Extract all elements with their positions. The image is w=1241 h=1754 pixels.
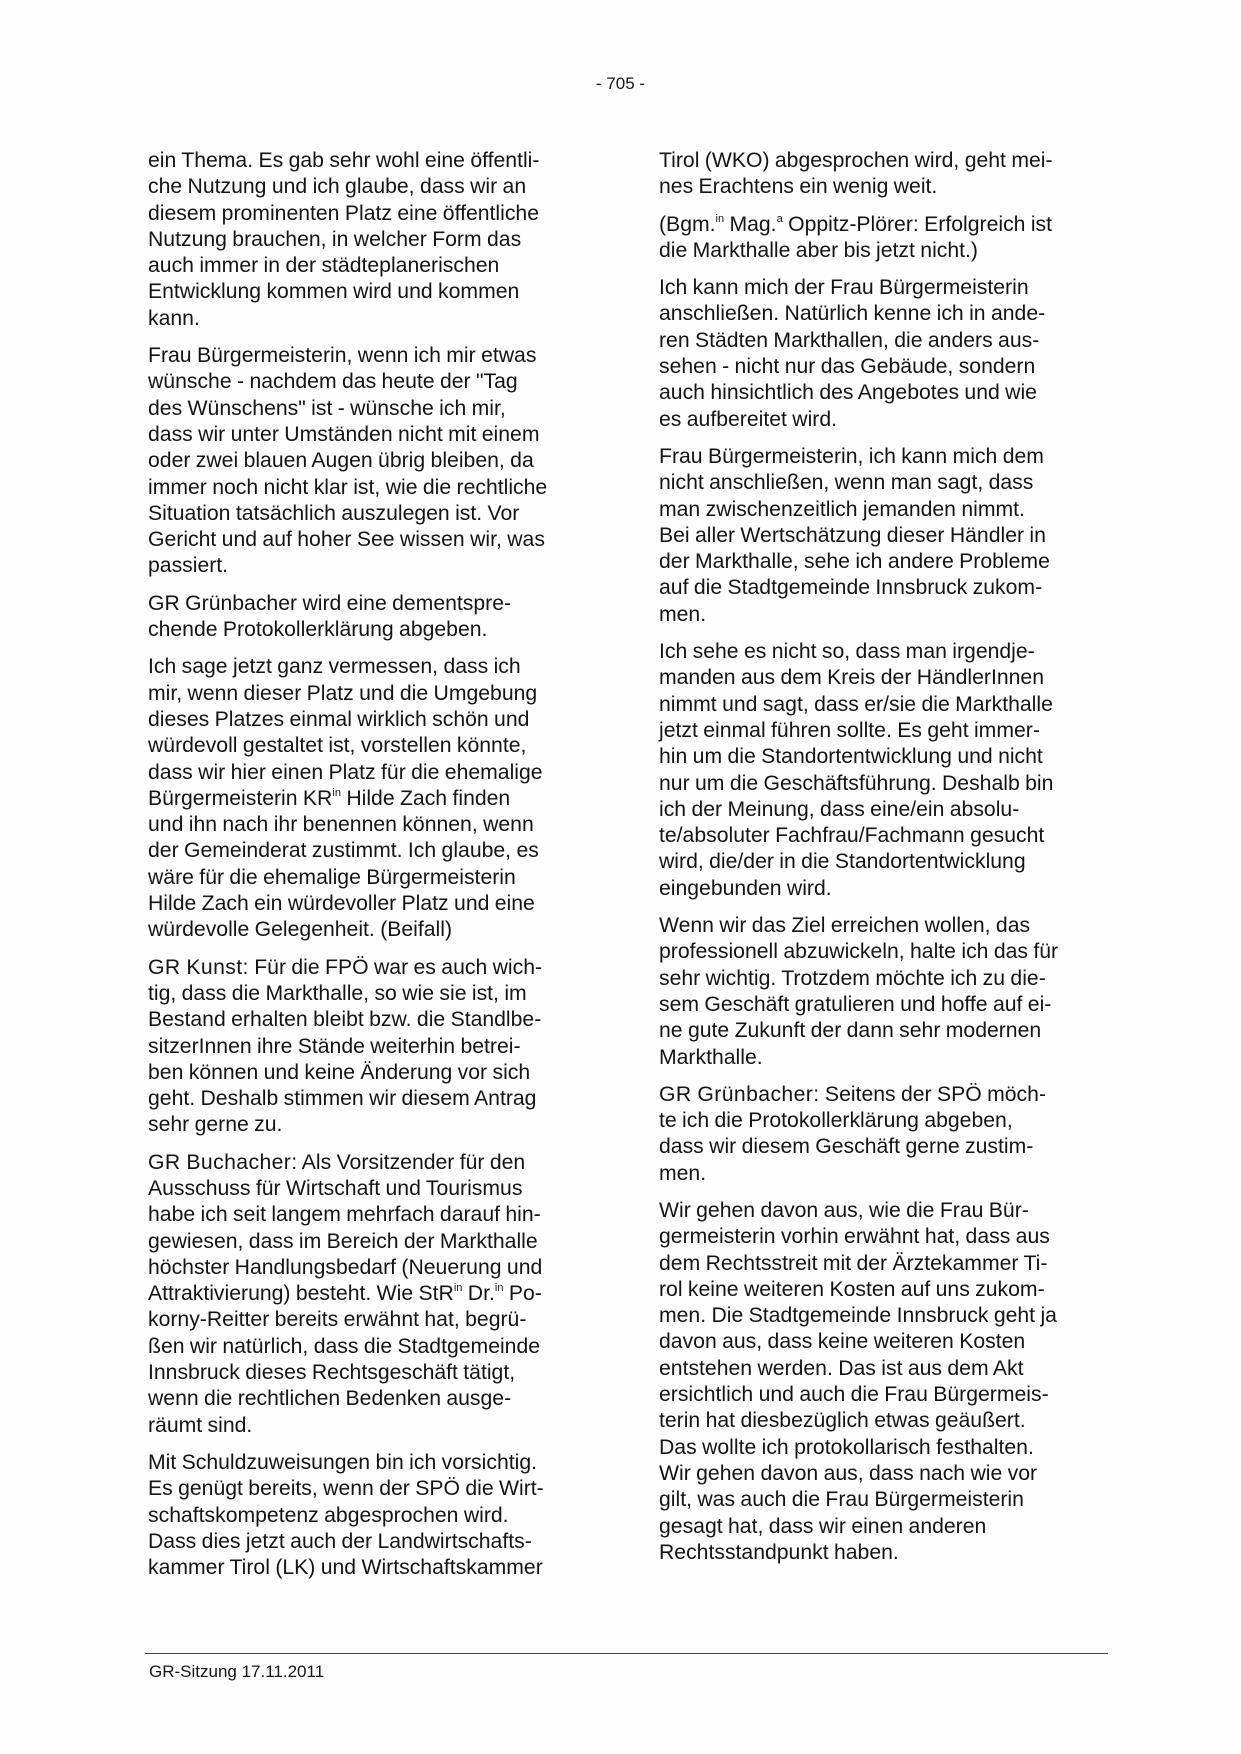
- footer-divider: [145, 1653, 1108, 1654]
- superscript: in: [494, 1282, 504, 1295]
- text-run: Oppitz-Plörer: Erfolgreich ist die Markthalle aber bis jetzt nicht.): [659, 212, 1053, 262]
- footer-text: GR-Sitzung 17.11.2011: [149, 1662, 325, 1681]
- text-run: Hilde Zach finden und ihn nach ihr benennen können, wenn der Gemeinderat zustimmt. Ich glaube, es wäre für die ehemalige Bürgermeisterin Hilde Zach ein würdevoller Platz und eine würdevolle Gelegenheit. (Beifall): [148, 786, 539, 942]
- superscript: in: [453, 1282, 463, 1295]
- speaker-name: GR Grünbacher:: [659, 1082, 820, 1106]
- superscript: in: [715, 212, 725, 225]
- superscript: in: [332, 786, 341, 799]
- text-run: Po- korny-Reitter bereits erwähnt hat, begrü- ßen wir natürlich, dass die Stadtgemeinde Innsbruck dieses Rechtsgeschäft tätigt, wenn die rechtlichen Bedenken ausge- räumt sind.: [148, 1282, 542, 1437]
- paragraph: Frau Bürgermeisterin, ich kann mich dem nicht anschließen, wenn man sagt, dass man zwischenzeitlich jemanden nimmt. Bei aller Wertschätzung dieser Händler in der Markthalle, sehe ich andere Probleme auf die Stadtgemeinde Innsbruck zukom- men.: [659, 444, 1050, 626]
- superscript: a: [776, 212, 783, 225]
- paragraph: ein Thema. Es gab sehr wohl eine öffentli- che Nutzung und ich glaube, dass wir an diesem prominenten Platz eine öffentliche Nutzung brauchen, in welcher Form das auch immer in der städteplanerischen Entwicklung kommen wird und kommen kann.: [148, 149, 540, 330]
- speech-paragraph: [148, 1150, 592, 1439]
- text-run: Dr.: [462, 1282, 495, 1306]
- text-run: Mag.: [724, 212, 777, 236]
- page-number: - 705 -: [595, 74, 646, 93]
- paragraph: GR Grünbacher wird eine dementspre- chende Protokollerklärung abgeben.: [148, 591, 512, 642]
- speaker-name: GR Kunst:: [148, 955, 249, 979]
- paragraph: Frau Bürgermeisterin, wenn ich mir etwas wünsche - nachdem das heute der "Tag des Wünschens" ist - wünsche ich mir, dass wir unter Umständen nicht mit einem oder zwei blauen Augen übrig bleiben, da immer noch nicht klar ist, wie die rechtliche Situation tatsächlich auszulegen ist. Vor Gericht und auf hoher See wissen wir, was passiert.: [148, 344, 548, 578]
- right-column: [659, 148, 1107, 1577]
- interjection-paragraph: [659, 212, 1107, 265]
- paragraph: Mit Schuldzuweisungen bin ich vorsichtig. Es genügt bereits, wenn der SPÖ die Wirt- schaftskompetenz abgesprochen wird. Dass dies jetzt auch der Landwirtschafts- kammer Tirol (LK) und Wirtschaftskammer: [148, 1450, 544, 1580]
- text-run: Ich sage jetzt ganz vermessen, dass ich mir, wenn dieser Platz und die Umgebung dieses Platzes einmal wirklich schön und würdevoll gestaltet ist, vorstellen könnte, dass wir hier einen Platz für die ehemalige Bürgermeisterin KR: [148, 655, 543, 810]
- text-run: (Bgm.: [659, 212, 716, 236]
- paragraph: Ich sehe es nicht so, dass man irgendje- manden aus dem Kreis der HändlerInnen nimmt und sagt, dass er/sie die Markthalle jetzt einmal führen sollte. Es geht immer- hin um die Standortentwicklung und nicht nur um die Geschäftsführung. Deshalb bin ich der Meinung, dass eine/ein absolu- te/absoluter Fachfrau/Fachmann gesucht wird, die/der in die Standortentwicklung eingebunden wird.: [659, 640, 1054, 900]
- paragraph: Tirol (WKO) abgesprochen wird, geht mei- nes Erachtens ein wenig weit.: [659, 149, 1053, 199]
- speaker-name: GR Buchacher:: [148, 1150, 298, 1174]
- speech-paragraph: [659, 1082, 1107, 1187]
- text-run: Als Vorsitzender für den Ausschuss für Wirtschaft und Tourismus habe ich seit langem mehrfach darauf hin- gewiesen, dass im Bereich der Markthalle höchster Handlungsbedarf (Neuerung und Attraktivierung) besteht. Wie StR: [148, 1150, 543, 1306]
- paragraph: [148, 654, 592, 943]
- speech-paragraph: [148, 955, 592, 1139]
- left-column: [148, 148, 592, 1592]
- paragraph: Wenn wir das Ziel erreichen wollen, das professionell abzuwickeln, halte ich das für sehr wichtig. Trotzdem möchte ich zu die- sem Geschäft gratulieren und hoffe auf ei- ne gute Zukunft der dann sehr modernen Markthalle.: [659, 914, 1059, 1069]
- paragraph: Wir gehen davon aus, wie die Frau Bür- germeisterin vorhin erwähnt hat, dass aus dem Rechtsstreit mit der Ärztekammer Ti- rol keine weiteren Kosten auf uns zukom- men. Die Stadtgemeinde Innsbruck geht ja davon aus, dass keine weiteren Kosten entstehen werden. Das ist aus dem Akt ersichtlich und auch die Frau Bürgermeis- terin hat diesbezüglich etwas geäußert. Das wollte ich protokollarisch festhalten. Wir gehen davon aus, dass nach wie vor gilt, was auch die Frau Bürgermeisterin gesagt hat, dass wir einen anderen Rechtsstandpunkt haben.: [659, 1198, 1057, 1564]
- text-run: Für die FPÖ war es auch wich- tig, dass die Markthalle, so wie sie ist, im Bestand erhalten bleibt bzw. die Standlbe- sitzerInnen ihre Stände weiterhin betrei- ben können und keine Änderung vor sich geht. Deshalb stimmen wir diesem Antrag sehr gerne zu.: [148, 955, 543, 1137]
- text-run: Seitens der SPÖ möch- te ich die Protokollerklärung abgeben, dass wir diesem Geschäft gerne zustim- men.: [659, 1082, 1046, 1185]
- paragraph: Ich kann mich der Frau Bürgermeisterin anschließen. Natürlich kenne ich in ande- ren Städten Markthallen, die anders aus- sehen - nicht nur das Gebäude, sondern auch hinsichtlich des Angebotes und wie es aufbereitet wird.: [659, 276, 1046, 431]
